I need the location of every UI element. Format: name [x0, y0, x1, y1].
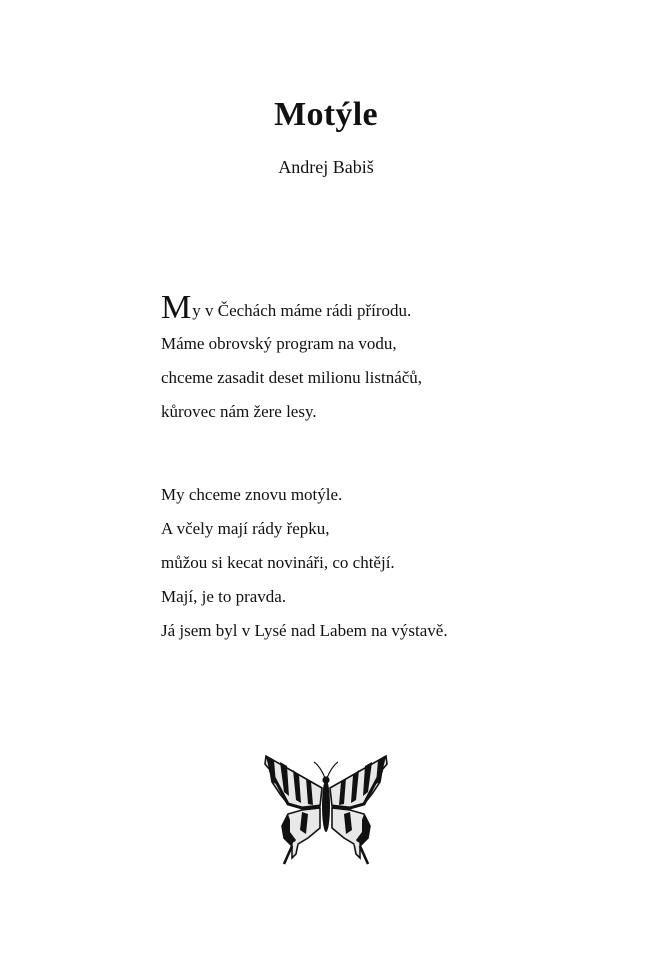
drop-cap-initial: M: [161, 289, 192, 326]
poem-line: A včely mají rády řepku,: [161, 519, 330, 538]
butterfly-icon: [262, 748, 390, 870]
poem-line: Mají, je to pravda.: [161, 587, 287, 606]
stanza-1: [161, 289, 423, 429]
stanza-2: [161, 478, 448, 648]
poem-line: můžou si kecat novináři, co chtějí.: [161, 553, 395, 572]
poem-line: [161, 289, 422, 327]
poem-line: My chceme znovu motýle.: [161, 485, 343, 504]
poem-line: kůrovec nám žere lesy.: [161, 402, 317, 421]
poem-line: Já jsem byl v Lysé nad Labem na výstavě.: [161, 621, 448, 640]
poem-author: Andrej Babiš: [278, 157, 374, 177]
poem-line: chceme zasadit deset milionu listnáčů,: [161, 368, 423, 387]
poem-title: Motýle: [274, 96, 378, 133]
poem-line: Máme obrovský program na vodu,: [161, 334, 397, 353]
first-line-rest: y v Čechách máme rádi přírodu.: [192, 301, 412, 320]
